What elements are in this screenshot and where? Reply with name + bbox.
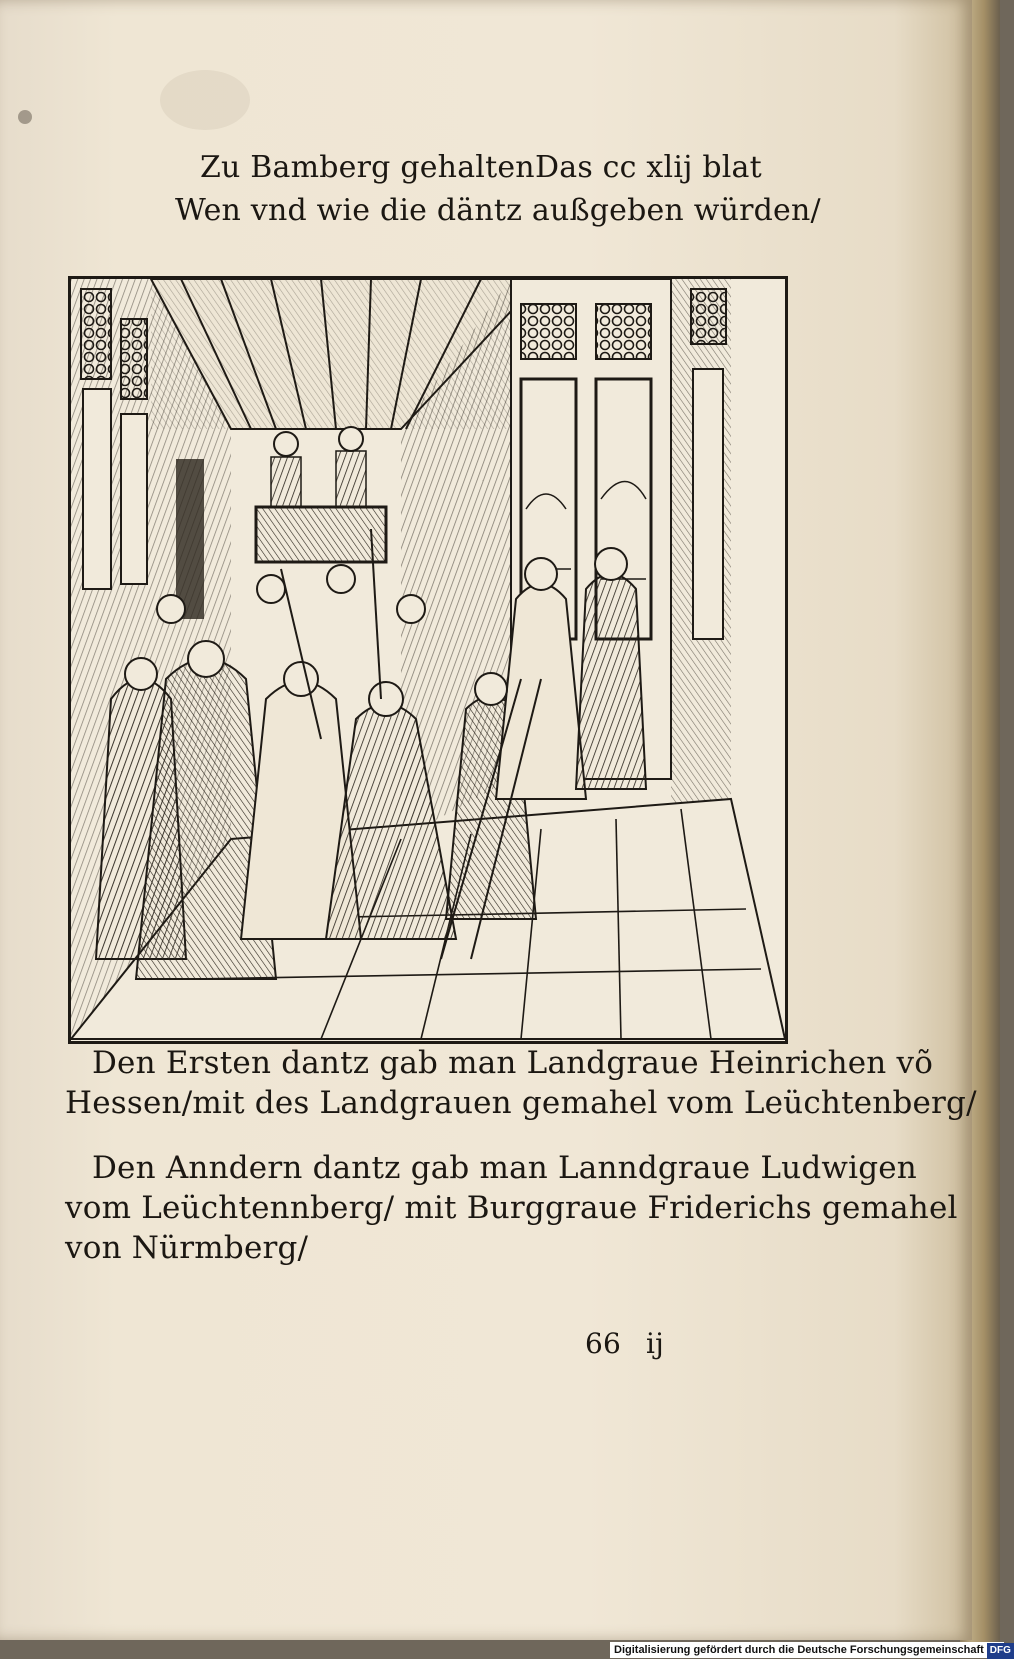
paragraph-2-line-1: Den Anndern dantz gab man Lanndgraue Ludwigen — [92, 1150, 917, 1186]
paragraph-2-line-2: vom Leüchtennberg/ mit Burggraue Friderichs gemahel — [65, 1190, 958, 1226]
woodcut-illustration — [68, 276, 788, 1044]
paper-stain — [160, 70, 250, 130]
woodcut-dance-scene — [71, 279, 785, 1041]
page-number: 66 — [585, 1327, 622, 1360]
paragraph-2-line-3: von Nürmberg/ — [65, 1230, 309, 1266]
running-header-left: Zu Bamberg gehalten — [200, 150, 535, 185]
signature-mark: ij — [646, 1327, 665, 1360]
dfg-logo: DFG — [987, 1643, 1014, 1659]
credit-text: Digitalisierung gefördert durch die Deutsche Forschungsgemeinschaft — [614, 1644, 984, 1656]
section-heading: Wen vnd wie die däntz außgeben würden/ — [175, 193, 821, 228]
digitization-credit — [610, 1642, 1011, 1658]
paper-spot — [18, 110, 32, 124]
paragraph-1-line-1: Den Ersten dantz gab man Landgraue Heinrichen võ — [92, 1045, 934, 1081]
running-header-folio: Das cc xlij blat — [535, 150, 762, 185]
paragraph-1-line-2: Hessen/mit des Landgrauen gemahel vom Leüchtenberg/ — [65, 1085, 977, 1121]
